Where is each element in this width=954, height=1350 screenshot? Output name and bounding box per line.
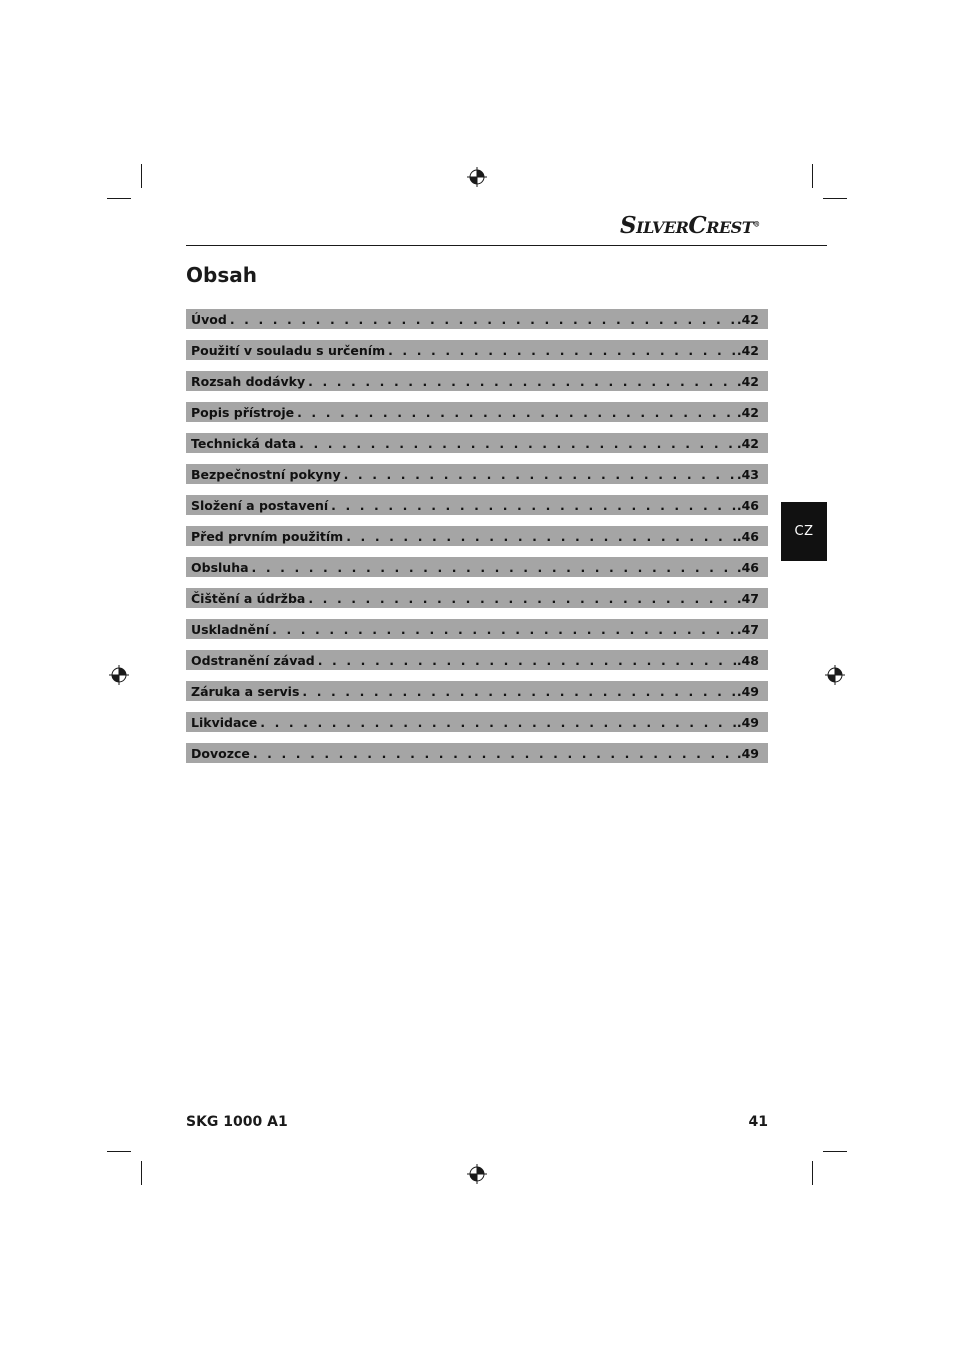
crop-mark-bottom-right-horizontal [823, 1151, 847, 1152]
toc-entry-page: .47 [736, 621, 759, 637]
registration-target-icon [109, 665, 129, 685]
toc-entry[interactable] [186, 309, 768, 329]
toc-entry-page: .49 [736, 745, 759, 761]
toc-leader-dots [315, 653, 737, 668]
toc-leader-dots [249, 560, 737, 575]
toc-entry[interactable] [186, 712, 768, 732]
toc-entry-page: .46 [736, 528, 759, 544]
toc-entry-label: Před prvním použitím [191, 528, 344, 544]
registration-target-icon [467, 1164, 487, 1184]
toc-leader-dots [385, 343, 737, 358]
toc-leader-dots [341, 467, 737, 482]
toc-leader-dots [250, 746, 737, 761]
header-rule [186, 245, 827, 246]
toc-entry-label: Dovozce [191, 745, 250, 761]
toc-leader-dots [305, 374, 737, 389]
toc-entry[interactable] [186, 557, 768, 577]
toc-entry-page: .42 [736, 373, 759, 389]
toc-entry-label: Technická data [191, 435, 297, 451]
crop-mark-bottom-left-horizontal [107, 1151, 131, 1152]
toc-entry[interactable] [186, 588, 768, 608]
toc-entry[interactable] [186, 371, 768, 391]
toc-entry-label: Likvidace [191, 714, 258, 730]
table-of-contents [186, 309, 768, 774]
toc-entry-label: Použití v souladu s určením [191, 342, 386, 358]
brand-logo [620, 212, 770, 239]
toc-entry[interactable] [186, 495, 768, 515]
brand-letters: REST [706, 218, 754, 237]
toc-leader-dots [343, 529, 737, 544]
toc-leader-dots [296, 436, 737, 451]
toc-leader-dots [328, 498, 737, 513]
brand-letters: ILVER [636, 218, 689, 237]
brand-letter: C [688, 212, 707, 239]
toc-entry[interactable] [186, 681, 768, 701]
toc-entry-label: Obsluha [191, 559, 249, 575]
toc-leader-dots [299, 684, 736, 699]
toc-entry[interactable] [186, 619, 768, 639]
footer-model-name: SKG 1000 A1 [186, 1114, 288, 1130]
crop-mark-top-left-horizontal [107, 198, 131, 199]
toc-leader-dots [305, 591, 737, 606]
toc-entry-label: Složení a postavení [191, 497, 329, 513]
toc-entry-page: .42 [736, 435, 759, 451]
toc-entry-label: Záruka a servis [191, 683, 300, 699]
toc-entry-page: .46 [736, 497, 759, 513]
toc-entry-page: .42 [736, 311, 759, 327]
toc-entry-label: Úvod [191, 311, 227, 327]
toc-entry-page: .46 [736, 559, 759, 575]
toc-entry[interactable] [186, 526, 768, 546]
toc-leader-dots [227, 312, 737, 327]
language-tab: CZ [781, 502, 827, 561]
toc-entry[interactable] [186, 464, 768, 484]
toc-leader-dots [269, 622, 737, 637]
toc-entry-label: Rozsah dodávky [191, 373, 306, 389]
crop-mark-top-left-vertical [141, 164, 142, 188]
crop-mark-top-right-vertical [812, 164, 813, 188]
toc-entry-page: .43 [736, 466, 759, 482]
toc-entry-page: .47 [736, 590, 759, 606]
toc-entry[interactable] [186, 402, 768, 422]
toc-entry[interactable] [186, 433, 768, 453]
toc-leader-dots [294, 405, 737, 420]
toc-entry[interactable] [186, 650, 768, 670]
toc-entry[interactable] [186, 340, 768, 360]
crop-mark-bottom-left-vertical [141, 1161, 142, 1185]
toc-entry-page: .42 [736, 342, 759, 358]
toc-entry-label: Bezpečnostní pokyny [191, 466, 341, 482]
toc-entry-label: Čištění a údržba [191, 590, 306, 606]
registered-mark: ® [753, 219, 760, 229]
toc-entry-page: .48 [736, 652, 759, 668]
page-title: Obsah [186, 263, 257, 287]
toc-entry-page: .49 [736, 714, 759, 730]
toc-entry-page: .49 [736, 683, 759, 699]
registration-target-icon [825, 665, 845, 685]
toc-entry-label: Odstranění závad [191, 652, 315, 668]
registration-target-icon [467, 167, 487, 187]
toc-entry-label: Popis přístroje [191, 404, 295, 420]
toc-entry-label: Uskladnění [191, 621, 270, 637]
toc-entry[interactable] [186, 743, 768, 763]
footer-page-number: 41 [748, 1114, 768, 1130]
crop-mark-bottom-right-vertical [812, 1161, 813, 1185]
toc-leader-dots [257, 715, 737, 730]
crop-mark-top-right-horizontal [823, 198, 847, 199]
brand-letter: S [620, 212, 637, 239]
toc-entry-page: .42 [736, 404, 759, 420]
